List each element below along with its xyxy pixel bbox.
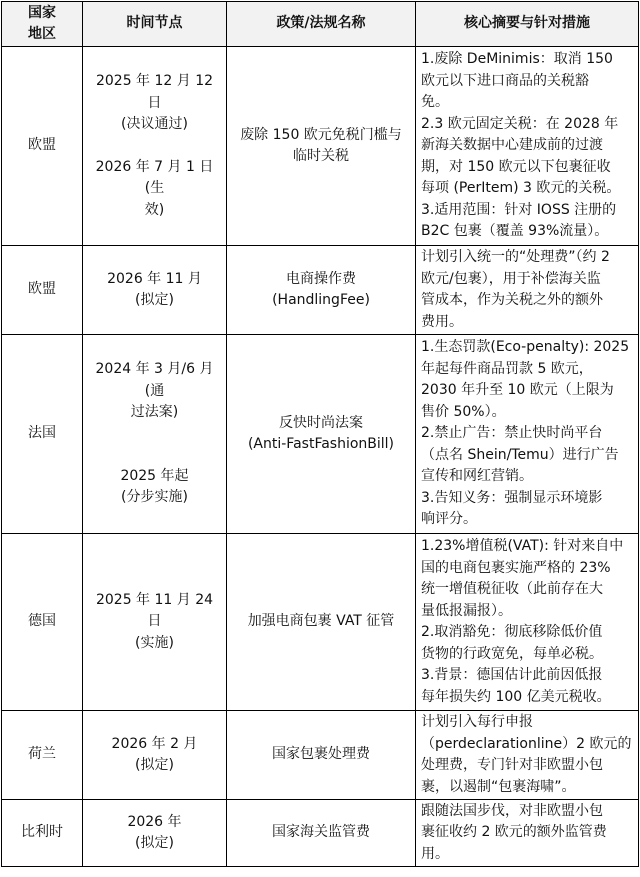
text-line: 3.适用范围：针对 IOSS 注册的 [421,201,617,218]
policy-cell [227,534,416,711]
header-policy: 政策/法规名称 [227,2,416,47]
text-line: (决议通过) [121,116,188,132]
text-line: 2025 年起 [120,467,189,484]
text-line: 用。 [421,845,449,862]
time-cell [83,534,227,711]
summary-cell [416,246,639,335]
policy-table [1,1,639,867]
text-line: (拟定) [135,757,174,773]
region-cell: 法国 [2,335,83,534]
header-time: 时间节点 [83,2,227,47]
time-cell [83,711,227,800]
header-line: 地区 [28,26,56,42]
text-line: 2.禁止广告：禁止快时尚平台 [421,425,603,442]
text-line: 2.取消豁免：彻底移除低价值 [421,624,603,640]
time-cell [83,246,227,335]
region-cell: 欧盟 [2,47,83,246]
text-line: 反快时尚法案 [279,414,363,431]
text-line: （perdeclarationline）2 欧元的 [421,735,632,752]
text-line: 2026 年 7 月 1 日(生 [95,158,214,196]
text-line: (HandlingFee) [272,292,370,308]
text-line: 2030 年升至 10 欧元（上限为 [421,382,614,399]
policy-cell [227,800,416,867]
table-row [2,246,639,335]
text-line: 货物的行政宽免，每单必税。 [421,645,603,662]
policy-cell [227,711,416,800]
text-line: 1.23%增值税(VAT): 针对来自中 [421,538,624,554]
header-region [2,2,83,47]
text-line: （点名 Shein/Temu）进行广告 [421,446,619,463]
text-line: 费用。 [421,313,463,330]
text-line: 电商操作费 [286,270,356,287]
text-line: 国家海关监管费 [272,824,370,841]
policy-cell [227,246,416,335]
text-line: 售价 50%）。 [421,403,506,420]
text-line: 响评分。 [421,511,477,528]
table-row [2,534,639,711]
policy-cell [227,335,416,534]
summary-cell [416,711,639,800]
text-line: 废除 150 欧元免税门槛与 [240,126,402,143]
region-cell: 荷兰 [2,711,83,800]
text-line: 2026 年 [127,813,182,830]
header-line: 国家 [28,4,56,21]
text-line: 量低报漏报）。 [421,602,512,619]
text-line: 1.生态罚款(Eco-penalty): 2025 [421,339,630,356]
text-line: 加强电商包裹 VAT 征管 [247,613,395,630]
line-gap [89,424,220,445]
text-line: 1.废除 DeMinimis：取消 150 [421,51,613,68]
text-line: 年起每件商品罚款 5 欧元， [421,360,593,377]
text-line: 3.背景：德国估计此前因低报 [421,667,603,683]
time-cell [83,335,227,534]
text-line: 跟随法国步伐，对非欧盟小包 [421,802,603,819]
text-line: (实施) [135,634,174,651]
region-cell: 欧盟 [2,246,83,335]
table-row [2,711,639,800]
region-cell: 德国 [2,534,83,711]
text-line: (分步实施) [121,489,188,506]
policy-cell [227,47,416,246]
table-row [2,335,639,534]
text-line: 计划引入每行申报 [421,714,533,730]
text-line: 临时关税 [293,148,349,164]
text-line: 效) [144,201,165,218]
text-line: 新海关数据中心建成前的过渡 [421,137,603,154]
time-cell [83,800,227,867]
text-line: 2024 年 3 月/6 月(通 [95,361,214,399]
text-line: 计划引入统一的“处理费”（约 2 [421,249,610,265]
text-line: 国家包裹处理费 [272,746,370,763]
text-line: 裹，以遏制“包裹海啸”。 [421,778,576,795]
text-line: 欧元/包裹），用于补偿海关监 [421,270,601,287]
header-row [2,2,639,47]
text-line: (拟定) [135,835,174,851]
summary-cell [416,47,639,246]
table-row [2,800,639,867]
text-line: 管成本，作为关税之外的额外 [421,292,603,308]
text-line: 统一增值税征收（此前存在大 [421,581,603,597]
line-gap [89,136,220,157]
text-line: 欧元以下进口商品的关税豁 [421,72,589,89]
summary-cell [416,534,639,711]
text-line: 2.3 欧元固定关税：在 2028 年 [421,115,619,132]
time-cell [83,47,227,246]
table-row [2,47,639,246]
text-line: 2025 年 12 月 12 日 [95,73,214,111]
text-line: 免。 [421,94,449,111]
text-line: 3.告知义务：强制显示环境影 [421,489,603,506]
text-line: 2025 年 11 月 24 日 [95,591,214,630]
summary-cell [416,800,639,867]
text-line: 2026 年 11 月 [107,270,202,287]
line-gap [89,445,220,466]
text-line: B2C 包裹（覆盖 93%流量）。 [421,223,609,240]
text-line: 国的电商包裹实施严格的 23% [421,559,611,576]
text-line: 每项 (PerItem) 3 欧元的关税。 [421,180,621,197]
text-line: 宣传和网红营销。 [421,468,533,485]
text-line: (拟定) [135,292,174,308]
text-line: 处理费，专门针对非欧盟小包 [421,757,603,773]
text-line: (Anti-FastFashionBill) [247,436,395,452]
text-line: 2026 年 2 月 [111,735,198,752]
text-line: 裹征收约 2 欧元的额外监管费 [421,824,607,841]
region-cell: 比利时 [2,800,83,867]
summary-cell [416,335,639,534]
text-line: 过法案) [130,404,179,421]
header-summary: 核心摘要与针对措施 [416,2,639,47]
text-line: 每年损失约 100 亿美元税收。 [421,688,611,705]
text-line: 期，对 150 欧元以下包裹征收 [421,158,611,175]
